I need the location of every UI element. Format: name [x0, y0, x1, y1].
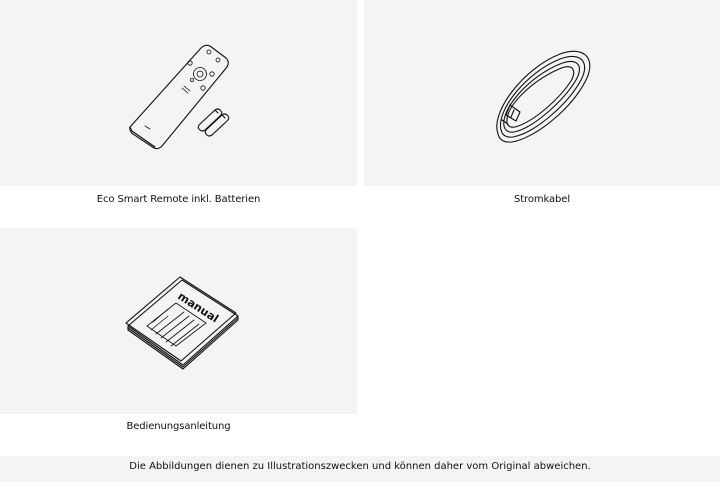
item-label-power-cable: Stromkabel — [513, 194, 571, 205]
item-image-remote — [0, 0, 357, 186]
item-label-manual: Bedienungsanleitung — [126, 421, 231, 432]
item-image-power-cable — [364, 0, 720, 186]
manual-icon — [0, 228, 357, 414]
manual-cover-title: manual — [175, 289, 221, 326]
item-label-remote: Eco Smart Remote inkl. Batterien — [96, 194, 261, 205]
disclaimer-text: Die Abbildungen dienen zu Illustrationszwecken und können daher vom Original abweichen. — [129, 461, 591, 472]
remote-icon — [0, 0, 357, 186]
power-cable-icon — [364, 0, 720, 186]
item-image-manual — [0, 228, 357, 414]
disclaimer-bar — [0, 456, 720, 482]
